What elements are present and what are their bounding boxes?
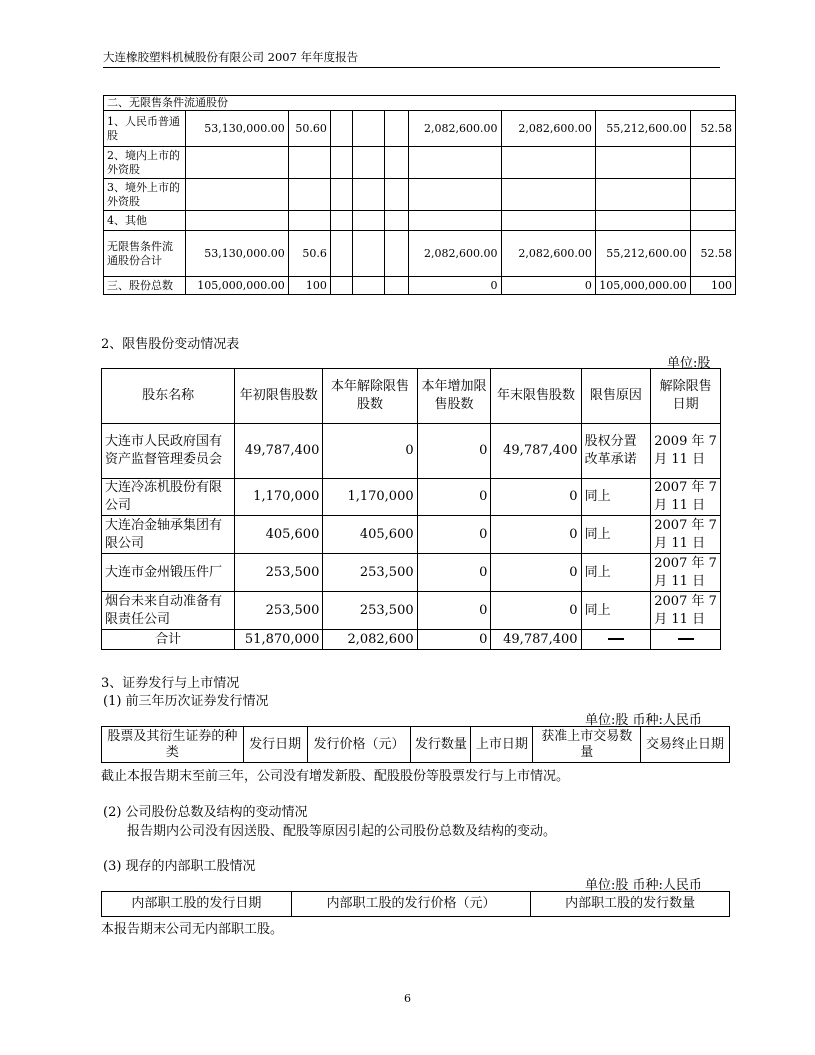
col-header: 股票及其衍生证券的种类: [102, 727, 244, 763]
table-cell: 100: [288, 277, 330, 295]
section3-unit2: 单位:股 币种:人民币: [585, 878, 702, 893]
table-cell: 0: [417, 630, 491, 650]
table-row: [104, 179, 736, 211]
table-cell: 0: [417, 554, 491, 592]
table-cell: 253,500: [323, 592, 417, 630]
table-cell: 0: [417, 516, 491, 554]
table-cell: [501, 211, 595, 231]
table-cell: 55,212,600.00: [595, 231, 690, 277]
dash-mark: [678, 638, 694, 640]
table-cell: [409, 179, 501, 211]
table-cell: 0: [417, 592, 491, 630]
col-header: 限售原因: [581, 369, 651, 424]
table-row: [104, 211, 736, 231]
table-cell: [501, 179, 595, 211]
table-cell: [690, 179, 735, 211]
row-label: 三、股份总数: [104, 277, 186, 295]
release-date: 2007 年 7 月 11 日: [651, 516, 721, 554]
table-row: [104, 231, 736, 277]
col-header: 内部职工股的发行价格（元）: [291, 892, 531, 917]
row-label: 1、人民币普通股: [104, 111, 186, 147]
table-cell: [288, 179, 330, 211]
section3-sub2-title: (2) 公司股份总数及结构的变动情况: [103, 805, 308, 820]
table-cell: [352, 231, 384, 277]
section3-note1: 截止本报告期末至前三年，公司没有增发新股、配股股份等股票发行与上市情况。: [101, 769, 570, 784]
restriction-reason: 同上: [581, 554, 651, 592]
section3-note3: 本报告期末公司无内部职工股。: [101, 922, 284, 937]
section2-unit: 单位:股: [667, 356, 711, 371]
table-cell: [352, 179, 384, 211]
restriction-reason: 股权分置改革承诺: [581, 424, 651, 479]
col-header: 发行价格（元）: [307, 727, 411, 763]
table-cell: [385, 111, 409, 147]
table-row: [104, 111, 736, 147]
table-cell: [409, 211, 501, 231]
table-cell: 253,500: [235, 554, 323, 592]
table-row: [102, 516, 721, 554]
table-header-row: [102, 369, 721, 424]
restriction-reason: 同上: [581, 516, 651, 554]
shareholder-name: 烟台未来自动准备有限责任公司: [102, 592, 235, 630]
table-cell: 0: [417, 479, 491, 516]
section2-title: 2、限售股份变动情况表: [101, 337, 240, 352]
table-header-row: [102, 892, 730, 917]
table-cell: [186, 211, 288, 231]
table-cell: 52.58: [690, 111, 735, 147]
header-rule: [103, 67, 720, 68]
table-cell: [186, 147, 288, 179]
table-cell: [352, 111, 384, 147]
table-cell: [330, 111, 352, 147]
dash-mark: [608, 638, 624, 640]
table-cell: 49,787,400: [491, 424, 581, 479]
restricted-shares-table: [101, 368, 721, 650]
table-cell: 0: [491, 554, 581, 592]
table-cell: 53,130,000.00: [186, 111, 288, 147]
row-label: 无限售条件流通股份合计: [104, 231, 186, 277]
table-cell: 53,130,000.00: [186, 231, 288, 277]
col-header: 上市日期: [471, 727, 533, 763]
release-date: 2009 年 7 月 11 日: [651, 424, 721, 479]
col-header: 本年增加限售股数: [417, 369, 491, 424]
table-row: [102, 479, 721, 516]
table-cell: 0: [491, 592, 581, 630]
table-cell: 50.60: [288, 111, 330, 147]
dash-cell: [581, 630, 651, 650]
table-cell: 0: [409, 277, 501, 295]
table-row: [102, 592, 721, 630]
table-row: [104, 96, 736, 111]
table-cell: [595, 179, 690, 211]
table-cell: 1,170,000: [323, 479, 417, 516]
table-cell: [352, 211, 384, 231]
section3-sub3-title: (3) 现存的内部职工股情况: [103, 859, 256, 874]
table-header-row: [102, 727, 730, 763]
table-cell: 0: [491, 516, 581, 554]
table-cell: 2,082,600.00: [409, 111, 501, 147]
shareholder-name: 大连市金州锻压件厂: [102, 554, 235, 592]
restriction-reason: 同上: [581, 592, 651, 630]
col-header: 内部职工股的发行数量: [531, 892, 730, 917]
table-cell: [330, 179, 352, 211]
table-cell: 105,000,000.00: [595, 277, 690, 295]
col-header: 发行数量: [411, 727, 471, 763]
table-cell: [690, 211, 735, 231]
col-header: 年末限售股数: [491, 369, 581, 424]
table-cell: 405,600: [323, 516, 417, 554]
table-cell: 0: [491, 479, 581, 516]
table-cell: [352, 147, 384, 179]
table-row: [102, 554, 721, 592]
table-cell: [330, 231, 352, 277]
col-header: 解除限售日期: [651, 369, 721, 424]
table-cell: [385, 211, 409, 231]
table-cell: 52.58: [690, 231, 735, 277]
report-header: 大连橡胶塑料机械股份有限公司 2007 年年度报告: [103, 50, 359, 64]
table-cell: 1,170,000: [235, 479, 323, 516]
table-cell: 105,000,000.00: [186, 277, 288, 295]
employee-shares-table: [101, 891, 730, 917]
col-header: 内部职工股的发行日期: [102, 892, 292, 917]
unrestricted-shares-table: [103, 95, 736, 295]
col-header: 交易终止日期: [641, 727, 730, 763]
table-cell: [330, 211, 352, 231]
table-cell: 2,082,600.00: [409, 231, 501, 277]
table-cell: 50.6: [288, 231, 330, 277]
table-row: [104, 147, 736, 179]
shareholder-name: 大连冷冻机股份有限公司: [102, 479, 235, 516]
row-label: 4、其他: [104, 211, 186, 231]
table-cell: 49,787,400: [491, 630, 581, 650]
table-cell: [385, 231, 409, 277]
table-cell: [385, 147, 409, 179]
table-cell: 0: [417, 424, 491, 479]
table-cell: [595, 211, 690, 231]
table-cell: 49,787,400: [235, 424, 323, 479]
table-cell: [409, 147, 501, 179]
table-cell: 100: [690, 277, 735, 295]
table-cell: 253,500: [323, 554, 417, 592]
table-cell: 2,082,600: [323, 630, 417, 650]
section3-sub2-text: 报告期内公司没有因送股、配股等原因引起的公司股份总数及结构的变动。: [127, 824, 557, 839]
table-cell: 51,870,000: [235, 630, 323, 650]
section3-title: 3、证券发行与上市情况: [101, 676, 240, 691]
table-cell: [352, 277, 384, 295]
table-cell: [501, 147, 595, 179]
page-number: 6: [404, 992, 411, 1005]
restriction-reason: 同上: [581, 479, 651, 516]
total-label: 合计: [102, 630, 235, 650]
dash-cell: [651, 630, 721, 650]
table-cell: [690, 147, 735, 179]
shareholder-name: 大连市人民政府国有资产监督管理委员会: [102, 424, 235, 479]
table-cell: [288, 147, 330, 179]
table-cell: [186, 179, 288, 211]
row-label: 2、境内上市的外资股: [104, 147, 186, 179]
table-cell: 2,082,600.00: [501, 111, 595, 147]
table-cell: [385, 277, 409, 295]
table-cell: [288, 211, 330, 231]
table-cell: [330, 147, 352, 179]
table-row: [102, 424, 721, 479]
col-header: 获准上市交易数量: [533, 727, 641, 763]
section-title: 二、无限售条件流通股份: [104, 96, 736, 111]
table-row: [104, 277, 736, 295]
securities-issuance-table: [101, 726, 730, 763]
table-cell: 253,500: [235, 592, 323, 630]
section3-unit: 单位:股 币种:人民币: [585, 713, 702, 728]
col-header: 年初限售股数: [235, 369, 323, 424]
release-date: 2007 年 7 月 11 日: [651, 479, 721, 516]
col-header: 本年解除限售股数: [323, 369, 417, 424]
table-cell: [595, 147, 690, 179]
col-header: 股东名称: [102, 369, 235, 424]
release-date: 2007 年 7 月 11 日: [651, 554, 721, 592]
table-cell: 0: [501, 277, 595, 295]
table-cell: 405,600: [235, 516, 323, 554]
table-cell: 0: [323, 424, 417, 479]
shareholder-name: 大连冶金轴承集团有限公司: [102, 516, 235, 554]
section3-sub1-title: (1) 前三年历次证券发行情况: [103, 694, 269, 709]
table-cell: 2,082,600.00: [501, 231, 595, 277]
table-cell: [385, 179, 409, 211]
col-header: 发行日期: [243, 727, 307, 763]
table-cell: [330, 277, 352, 295]
release-date: 2007 年 7 月 11 日: [651, 592, 721, 630]
total-row: [102, 630, 721, 650]
row-label: 3、境外上市的外资股: [104, 179, 186, 211]
table-cell: 55,212,600.00: [595, 111, 690, 147]
